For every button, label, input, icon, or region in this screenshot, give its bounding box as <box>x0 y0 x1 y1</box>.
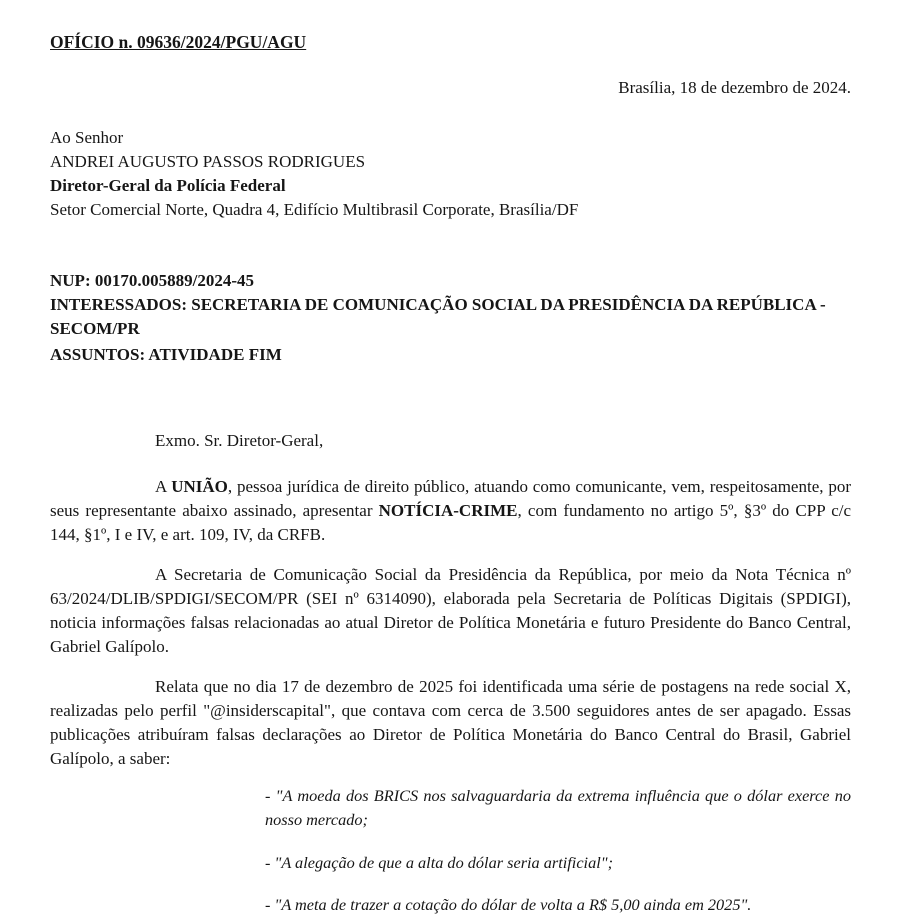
case-info-block <box>50 269 851 367</box>
body-paragraph: A Secretaria de Comunicação Social da Presidência da República, por meio da Nota Técnica nº 63/2024/DLIB/SPDIGI/SECOM/PR (SEI nº 6314090), elaborada pela Secretaria de Políticas Digitais (SPDIGI), noticia informações falsas relacionadas ao atual Diretor de Política Monetária e futuro Presidente do Banco Central, Gabriel Galípolo. <box>50 565 851 656</box>
quote-item: - "A moeda dos BRICS nos salvaguardaria da extrema influência que o dólar exerce no nosso mercado; <box>265 786 851 829</box>
assuntos-line: ASSUNTOS: ATIVIDADE FIM <box>50 345 282 364</box>
quoted-statements-block <box>265 784 851 917</box>
addressee-block <box>50 126 851 222</box>
addressee-address-line: Setor Comercial Norte, Quadra 4, Edifício Multibrasil Corporate, Brasília/DF <box>50 200 579 219</box>
date-line: Brasília, 18 de dezembro de 2024. <box>618 78 851 97</box>
addressee-name-line: ANDREI AUGUSTO PASSOS RODRIGUES <box>50 152 366 171</box>
oficio-number-title: OFÍCIO n. 09636/2024/PGU/AGU <box>50 32 307 52</box>
quote-item: - "A meta de trazer a cotação do dólar de volta a R$ 5,00 ainda em 2025". <box>265 895 752 914</box>
addressee-salutation-line: Ao Senhor <box>50 128 124 147</box>
interessados-continuation-line: SECOM/PR <box>50 319 140 338</box>
body-paragraph: Relata que no dia 17 de dezembro de 2025 foi identificada uma série de postagens na rede social X, realizadas pelo perfil "@insiderscapital", que contava com cerca de 3.500 seguidores antes de ser apagado. Essas publicações atribuíram falsas declarações ao Diretor de Política Monetária do Banco Central do Brasil, Gabriel Galípolo, a saber: <box>50 677 851 768</box>
interessados-line: INTERESSADOS: SECRETARIA DE COMUNICAÇÃO SOCIAL DA PRESIDÊNCIA DA REPÚBLICA - <box>50 295 826 314</box>
nup-line: NUP: 00170.005889/2024-45 <box>50 271 254 290</box>
salutation: Exmo. Sr. Diretor-Geral, <box>155 431 324 450</box>
body-paragraph: A UNIÃO, pessoa jurídica de direito público, atuando como comunicante, vem, respeitosamente, por seus representante abaixo assinado, apresentar NOTÍCIA-CRIME, com fundamento no artigo 5º, §3º do CPP c/c 144, §1º, I e IV, e art. 109, IV, da CRFB. <box>50 477 852 544</box>
addressee-role-line: Diretor-Geral da Polícia Federal <box>50 176 286 195</box>
quote-item: - "A alegação de que a alta do dólar seria artificial"; <box>265 853 614 872</box>
